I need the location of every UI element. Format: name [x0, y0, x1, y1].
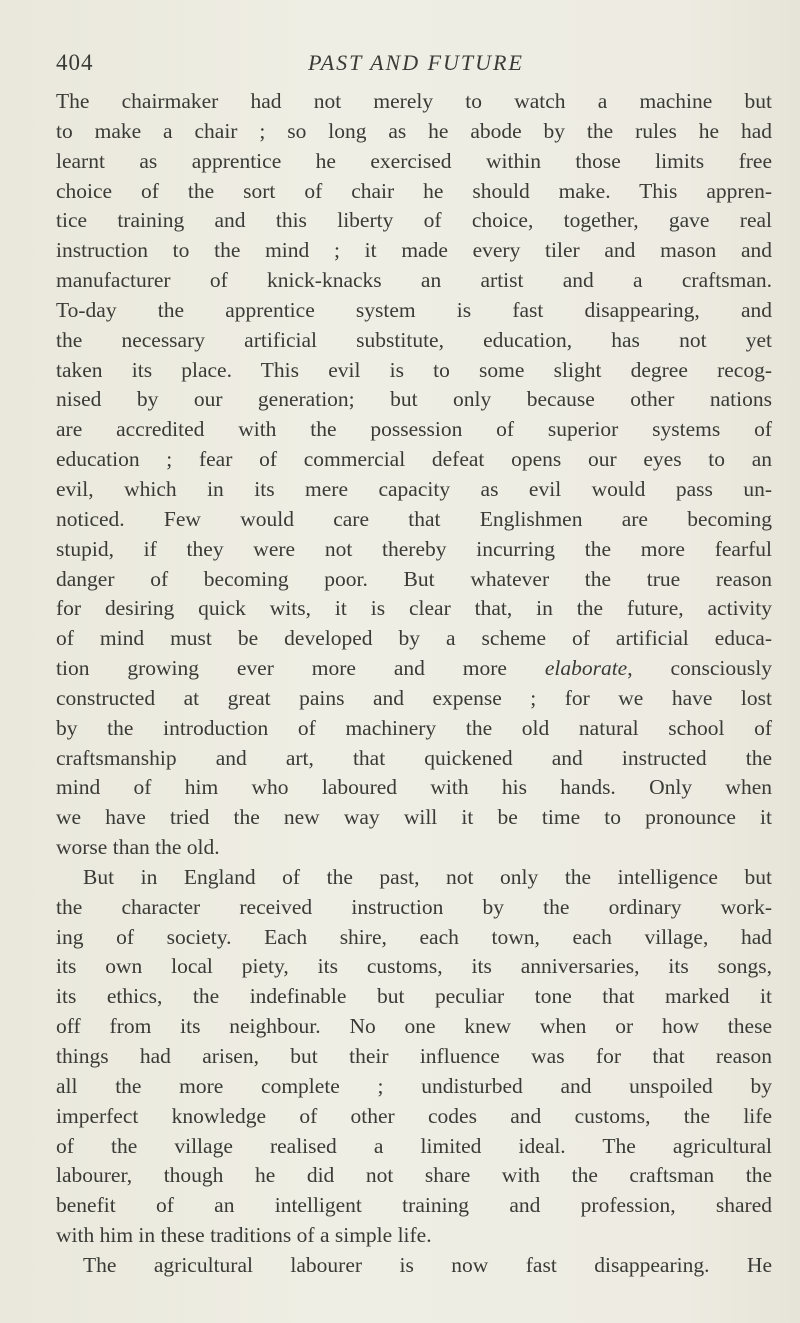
- text-line: instruction to the mind ; it made every tiler and mason and: [56, 238, 772, 263]
- text-line: manufacturer of knick-knacks an artist and a craftsman.: [56, 268, 772, 293]
- text-line: worse than the old.: [56, 835, 220, 860]
- text-line: we have tried the new way will it be time to pronounce it: [56, 805, 772, 830]
- text-line: The chairmaker had not merely to watch a machine but: [56, 89, 772, 113]
- text-line: to make a chair ; so long as he abode by the rules he had: [56, 118, 772, 143]
- text-line: taken its place. This evil is to some slight degree recog-: [56, 357, 772, 382]
- text-line: To-day the apprentice system is fast disappearing, and: [56, 297, 772, 322]
- paragraph-start-line: But in England of the past, not only the intelligence but: [83, 864, 772, 889]
- text-line: evil, which in its mere capacity as evil would pass un-: [56, 476, 772, 501]
- text-segment: tion growing ever more and more: [56, 656, 545, 681]
- text-segment: , consciously: [627, 656, 772, 681]
- text-line: of the village realised a limited ideal. The agricultural: [56, 1133, 772, 1158]
- text-line: mind of him who laboured with his hands. Only when: [56, 775, 772, 800]
- text-line: education ; fear of commercial defeat opens our eyes to an: [56, 447, 772, 472]
- text-line: with him in these traditions of a simple life.: [56, 1223, 432, 1248]
- text-line: things had arisen, but their influence was for that reason: [56, 1044, 772, 1068]
- text-line: ing of society. Each shire, each town, each village, had: [56, 924, 772, 949]
- text-line: are accredited with the possession of superior systems of: [56, 417, 772, 442]
- text-line: benefit of an intelligent training and profession, shared: [56, 1193, 772, 1218]
- text-line: its ethics, the indefinable but peculiar tone that marked it: [56, 984, 772, 1009]
- italic-word: elaborate: [544, 656, 628, 681]
- text-line-with-italic: [56, 654, 772, 684]
- text-line: of mind must be developed by a scheme of artificial educa-: [56, 626, 772, 651]
- text-line: for desiring quick wits, it is clear that, in the future, activity: [56, 596, 772, 621]
- text-line: tice training and this liberty of choice, together, gave real: [56, 208, 772, 233]
- body-text: [56, 87, 772, 1281]
- text-line: imperfect knowledge of other codes and customs, the life: [56, 1103, 772, 1128]
- text-line: all the more complete ; undisturbed and unspoiled by: [56, 1073, 772, 1098]
- text-line: craftsmanship and art, that quickened and instructed the: [56, 745, 772, 770]
- text-line: nised by our generation; but only because other nations: [56, 387, 772, 412]
- page-header: [56, 50, 776, 84]
- text-line: constructed at great pains and expense ; for we have lost: [56, 685, 772, 710]
- paragraph-start-line: The agricultural labourer is now fast disappearing. He: [83, 1252, 772, 1277]
- page-number: 404: [56, 50, 94, 75]
- text-line: learnt as apprentice he exercised within those limits free: [56, 148, 772, 173]
- running-head: PAST AND FUTURE: [308, 50, 524, 75]
- text-line: its own local piety, its customs, its anniversaries, its songs,: [56, 954, 772, 979]
- text-line: by the introduction of machinery the old natural school of: [56, 715, 772, 740]
- text-line: the necessary artificial substitute, education, has not yet: [56, 327, 772, 352]
- text-line: noticed. Few would care that Englishmen are becoming: [56, 506, 772, 531]
- text-line: off from its neighbour. No one knew when or how these: [56, 1014, 772, 1039]
- text-line: the character received instruction by the ordinary work-: [56, 894, 772, 919]
- text-line: stupid, if they were not thereby incurring the more fearful: [56, 536, 772, 561]
- text-line: danger of becoming poor. But whatever the true reason: [56, 566, 772, 591]
- text-line: labourer, though he did not share with the craftsman the: [56, 1163, 772, 1188]
- text-line: choice of the sort of chair he should make. This appren-: [56, 178, 772, 203]
